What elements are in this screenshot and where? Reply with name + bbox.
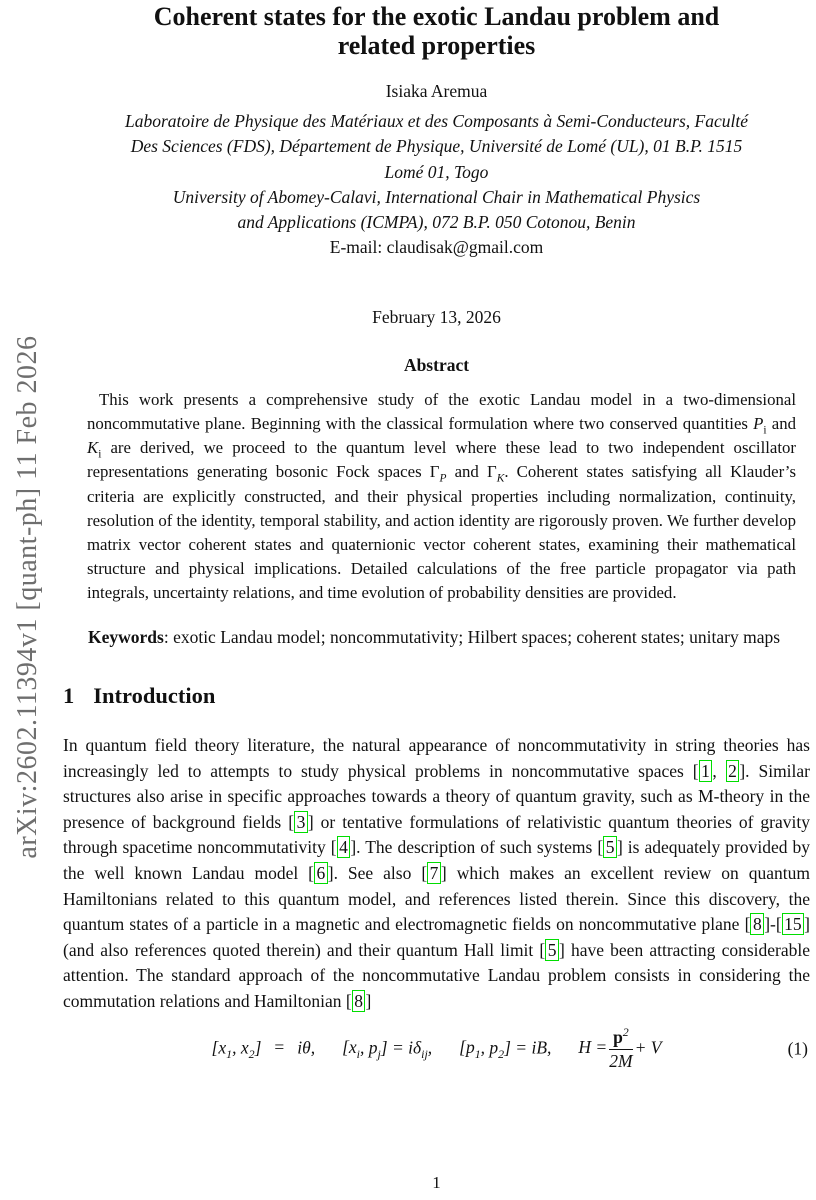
equation-number: (1) (787, 1038, 808, 1059)
email-line: E-mail: claudisak@gmail.com (329, 237, 544, 258)
keywords-line: Keywords: exotic Landau model; noncommutativity; Hilbert spaces; coherent states; unitary maps (88, 626, 781, 647)
paper-date: February 13, 2026 (372, 306, 501, 327)
equation-1: [$x_1$, $x_2] = i\theta$, [$x_i$, $p_j] = i\delta_{ij}$, [$p_1$, $p_2$] = iB, H = $\frac{p^2}{2M}$ + V (1) (211, 1024, 808, 1071)
citation-link[interactable]: 2 (726, 760, 740, 782)
fraction-p2-2M: $\frac{p^2}{2M}$ (609, 1024, 633, 1071)
affiliation-line: Des Sciences (FDS), Département de Physique, Université de Lomé (UL), 01 B.P. 1515 (130, 136, 743, 157)
abstract-text: This work presents a comprehensive study of the exotic Landau model in a two-dimensional noncommutative plane. Beginning with the classical formulation where two conserved quantities $P_i$ and $K_i$ are derived, we proceed to the quantum level where these lead to two independent oscillator representations generating bosonic Fock spaces $\Gamma_P$ and $\Gamma_K$. Coherent states satisfying all Klauder’s criteria are explicitly constructed, and their physical properties including normalization, continuity, resolution of the identity, temporal stability, and action identity are rigorously proven. We further develop matrix vector coherent states and quaternionic vector coherent states, examining their mathematical structure and physical implications. Detailed calculations of the free particle propagator via path integrals, uncertainty relations, and time evolution of probability densities are provided. (87, 389, 796, 603)
keywords-label: Keywords (88, 626, 164, 647)
paper-title (63, 0, 810, 60)
citation-link[interactable]: 1 (699, 760, 713, 782)
section-title: Introduction (93, 683, 216, 709)
citation-link[interactable]: 8 (750, 913, 764, 935)
citation-link[interactable]: 5 (545, 939, 559, 961)
paper-title-line1: Coherent states for the exotic Landau problem and (153, 2, 720, 31)
affiliation-block (63, 109, 810, 261)
citation-link[interactable]: 6 (314, 862, 328, 884)
citation-link[interactable]: 8 (352, 990, 366, 1012)
citation-link[interactable]: 4 (337, 836, 351, 858)
arxiv-stamp: arXiv:2602.11394v1 [quant-ph] 11 Feb 2026 (12, 335, 43, 859)
math-symbol-K: K (87, 438, 99, 458)
section-number: 1 (63, 683, 75, 709)
section-heading-introduction (63, 683, 810, 709)
citation-link[interactable]: 7 (427, 862, 441, 884)
paper-title-line2: related properties (337, 31, 536, 60)
author-name: Isiaka Aremua (385, 81, 488, 101)
citation-link[interactable]: 15 (782, 913, 805, 935)
affiliation-line: University of Abomey-Calavi, International Chair in Mathematical Physics (172, 186, 701, 207)
math-symbol-gamma-P: Γ (429, 462, 440, 482)
math-symbol-P: P (753, 413, 764, 433)
intro-paragraph: In quantum field theory literature, the natural appearance of noncommutativity in string theories has increasingly led to attempts to study physical problems in noncommutative spaces [ 1 , 2 ]. Similar structures also arise in specific approaches towards a theory of quantum gravity, such as M-theory in the presence of background fields [ 3 ] or tentative formulations of relativistic quantum theories of gravity through spacetime noncommutativity [ 4 ]. The description of such systems [ 5 ] is adequately provided by the well known Landau model [ 6 ]. See also [ 7 ] which makes an excellent review on quantum Hamiltonians related to this quantum model, and references listed therein. Since this discovery, the quantum states of a particle in a magnetic and electromagnetic fields on noncommutative plane [ 8 ]-[ 15 ] (and also references quoted therein) and their quantum Hall limit [ 5 ] have been attracting considerable attention. The standard approach of the noncommutative Landau problem consists in considering the commutation relations and Hamiltonian [ 8 ] (63, 735, 811, 1012)
affiliation-line: Lomé 01, Togo (384, 161, 489, 182)
affiliation-line: Laboratoire de Physique des Matériaux et des Composants à Semi-Conducteurs, Faculté (125, 111, 748, 131)
paper-content (63, 0, 810, 1072)
abstract-heading: Abstract (403, 354, 470, 375)
page-number: 1 (432, 1173, 441, 1192)
citation-link[interactable]: 5 (603, 836, 617, 858)
affiliation-line: and Applications (ICMPA), 072 B.P. 050 Cotonou, Benin (237, 212, 636, 233)
citation-link[interactable]: 3 (294, 811, 308, 833)
math-symbol-gamma-K: Γ (487, 462, 497, 482)
